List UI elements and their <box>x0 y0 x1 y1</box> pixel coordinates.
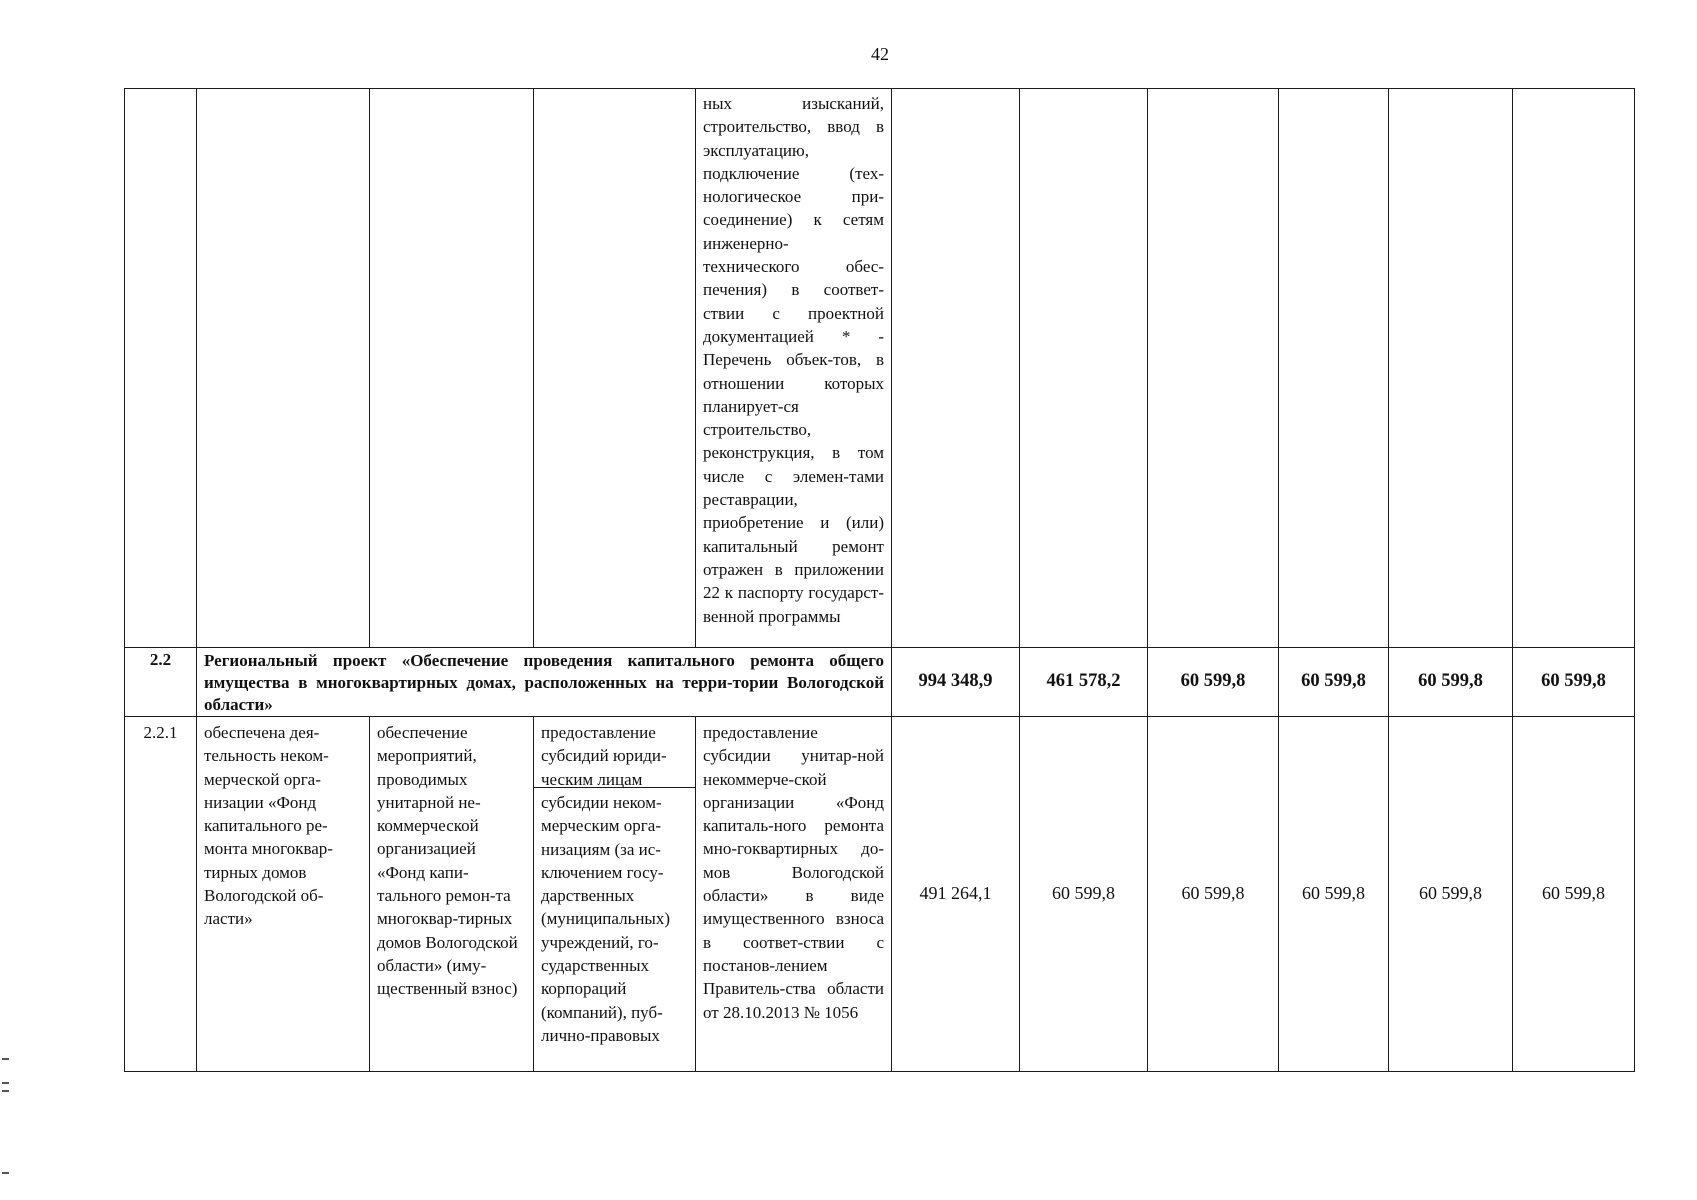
project-number: 2.2 <box>125 648 197 717</box>
support-type-cell <box>534 89 696 648</box>
item-year-amount: 60 599,8 <box>1020 717 1148 1072</box>
amount-cell <box>1389 89 1513 648</box>
project-year-amount: 60 599,8 <box>1279 648 1389 717</box>
project-title: Региональный проект «Обеспечение проведения капитального ремонта общего имущества в многоквартирных домах, расположенных на терри-тории Вологодской области» <box>197 648 892 717</box>
project-year-amount: 461 578,2 <box>1020 648 1148 717</box>
item-support-type <box>534 717 696 1072</box>
item-row <box>125 717 1635 1072</box>
continuation-row <box>125 89 1635 648</box>
item-description: предоставление субсидии унитар-ной некоммерче-ской организации «Фонд капиталь-ного ремонта мно-гоквартирных до-мов Вологодской области» в виде имущественного взноса в соответ-ствии с постанов-лением Правитель-ства области от 28.10.2013 № 1056 <box>696 717 892 1072</box>
item-total-amount: 491 264,1 <box>892 717 1020 1072</box>
project-year-amount: 60 599,8 <box>1513 648 1635 717</box>
description-cell: ных изысканий, строительство, ввод в эксплуатацию, подключение (тех-нологическое при-соединение) к сетям инженерно-технического обес-печения) в соответ-ствии с проектной документацией * - Перечень объек-тов, в отношении которых планирует-ся строительство, реконструкция, в том числе с элемен-тами реставрации, приобретение и (или) капитальный ремонт отражен в приложении 22 к паспорту государст-венной программы <box>696 89 892 648</box>
item-year-amount: 60 599,8 <box>1389 717 1513 1072</box>
support-subtype-label: субсидии неком-мерческим орга-низациям (за ис-ключением госу-дарственных (муниципальных) учреждений, го-сударственных корпораций (компаний), пуб-лично-правовых <box>541 793 671 1045</box>
program-table <box>124 88 1635 1072</box>
item-number: 2.2.1 <box>125 717 197 1072</box>
number-cell <box>125 89 197 648</box>
amount-cell <box>1020 89 1148 648</box>
amount-cell <box>1148 89 1279 648</box>
project-year-amount: 60 599,8 <box>1148 648 1279 717</box>
scan-edge-mark <box>2 1082 9 1084</box>
scan-edge-mark <box>2 1172 9 1174</box>
amount-cell <box>892 89 1020 648</box>
item-year-amount: 60 599,8 <box>1513 717 1635 1072</box>
project-year-amount: 60 599,8 <box>1389 648 1513 717</box>
project-row <box>125 648 1635 717</box>
support-type-label: предоставление субсидий юриди-ческим лицам <box>534 717 695 788</box>
item-year-amount: 60 599,8 <box>1279 717 1389 1072</box>
item-year-amount: 60 599,8 <box>1148 717 1279 1072</box>
scan-edge-mark <box>2 1090 9 1092</box>
amount-cell <box>1513 89 1635 648</box>
scan-edge-mark <box>2 1058 9 1060</box>
page-number: 42 <box>871 44 889 64</box>
amount-cell <box>1279 89 1389 648</box>
measure-cell <box>370 89 534 648</box>
item-measure: обеспечение мероприятий, проводимых унитарной не-коммерческой организацией «Фонд капи-тального ремон-та многоквар-тирных домов Вологодской области» (иму-щественный взнос) <box>370 717 534 1072</box>
project-total-amount: 994 348,9 <box>892 648 1020 717</box>
result-cell <box>197 89 370 648</box>
item-result: обеспечена дея-тельность неком-мерческой орга-низации «Фонд капитального ре-монта многоквар-тирных домов Вологодской об-ласти» <box>197 717 370 1072</box>
